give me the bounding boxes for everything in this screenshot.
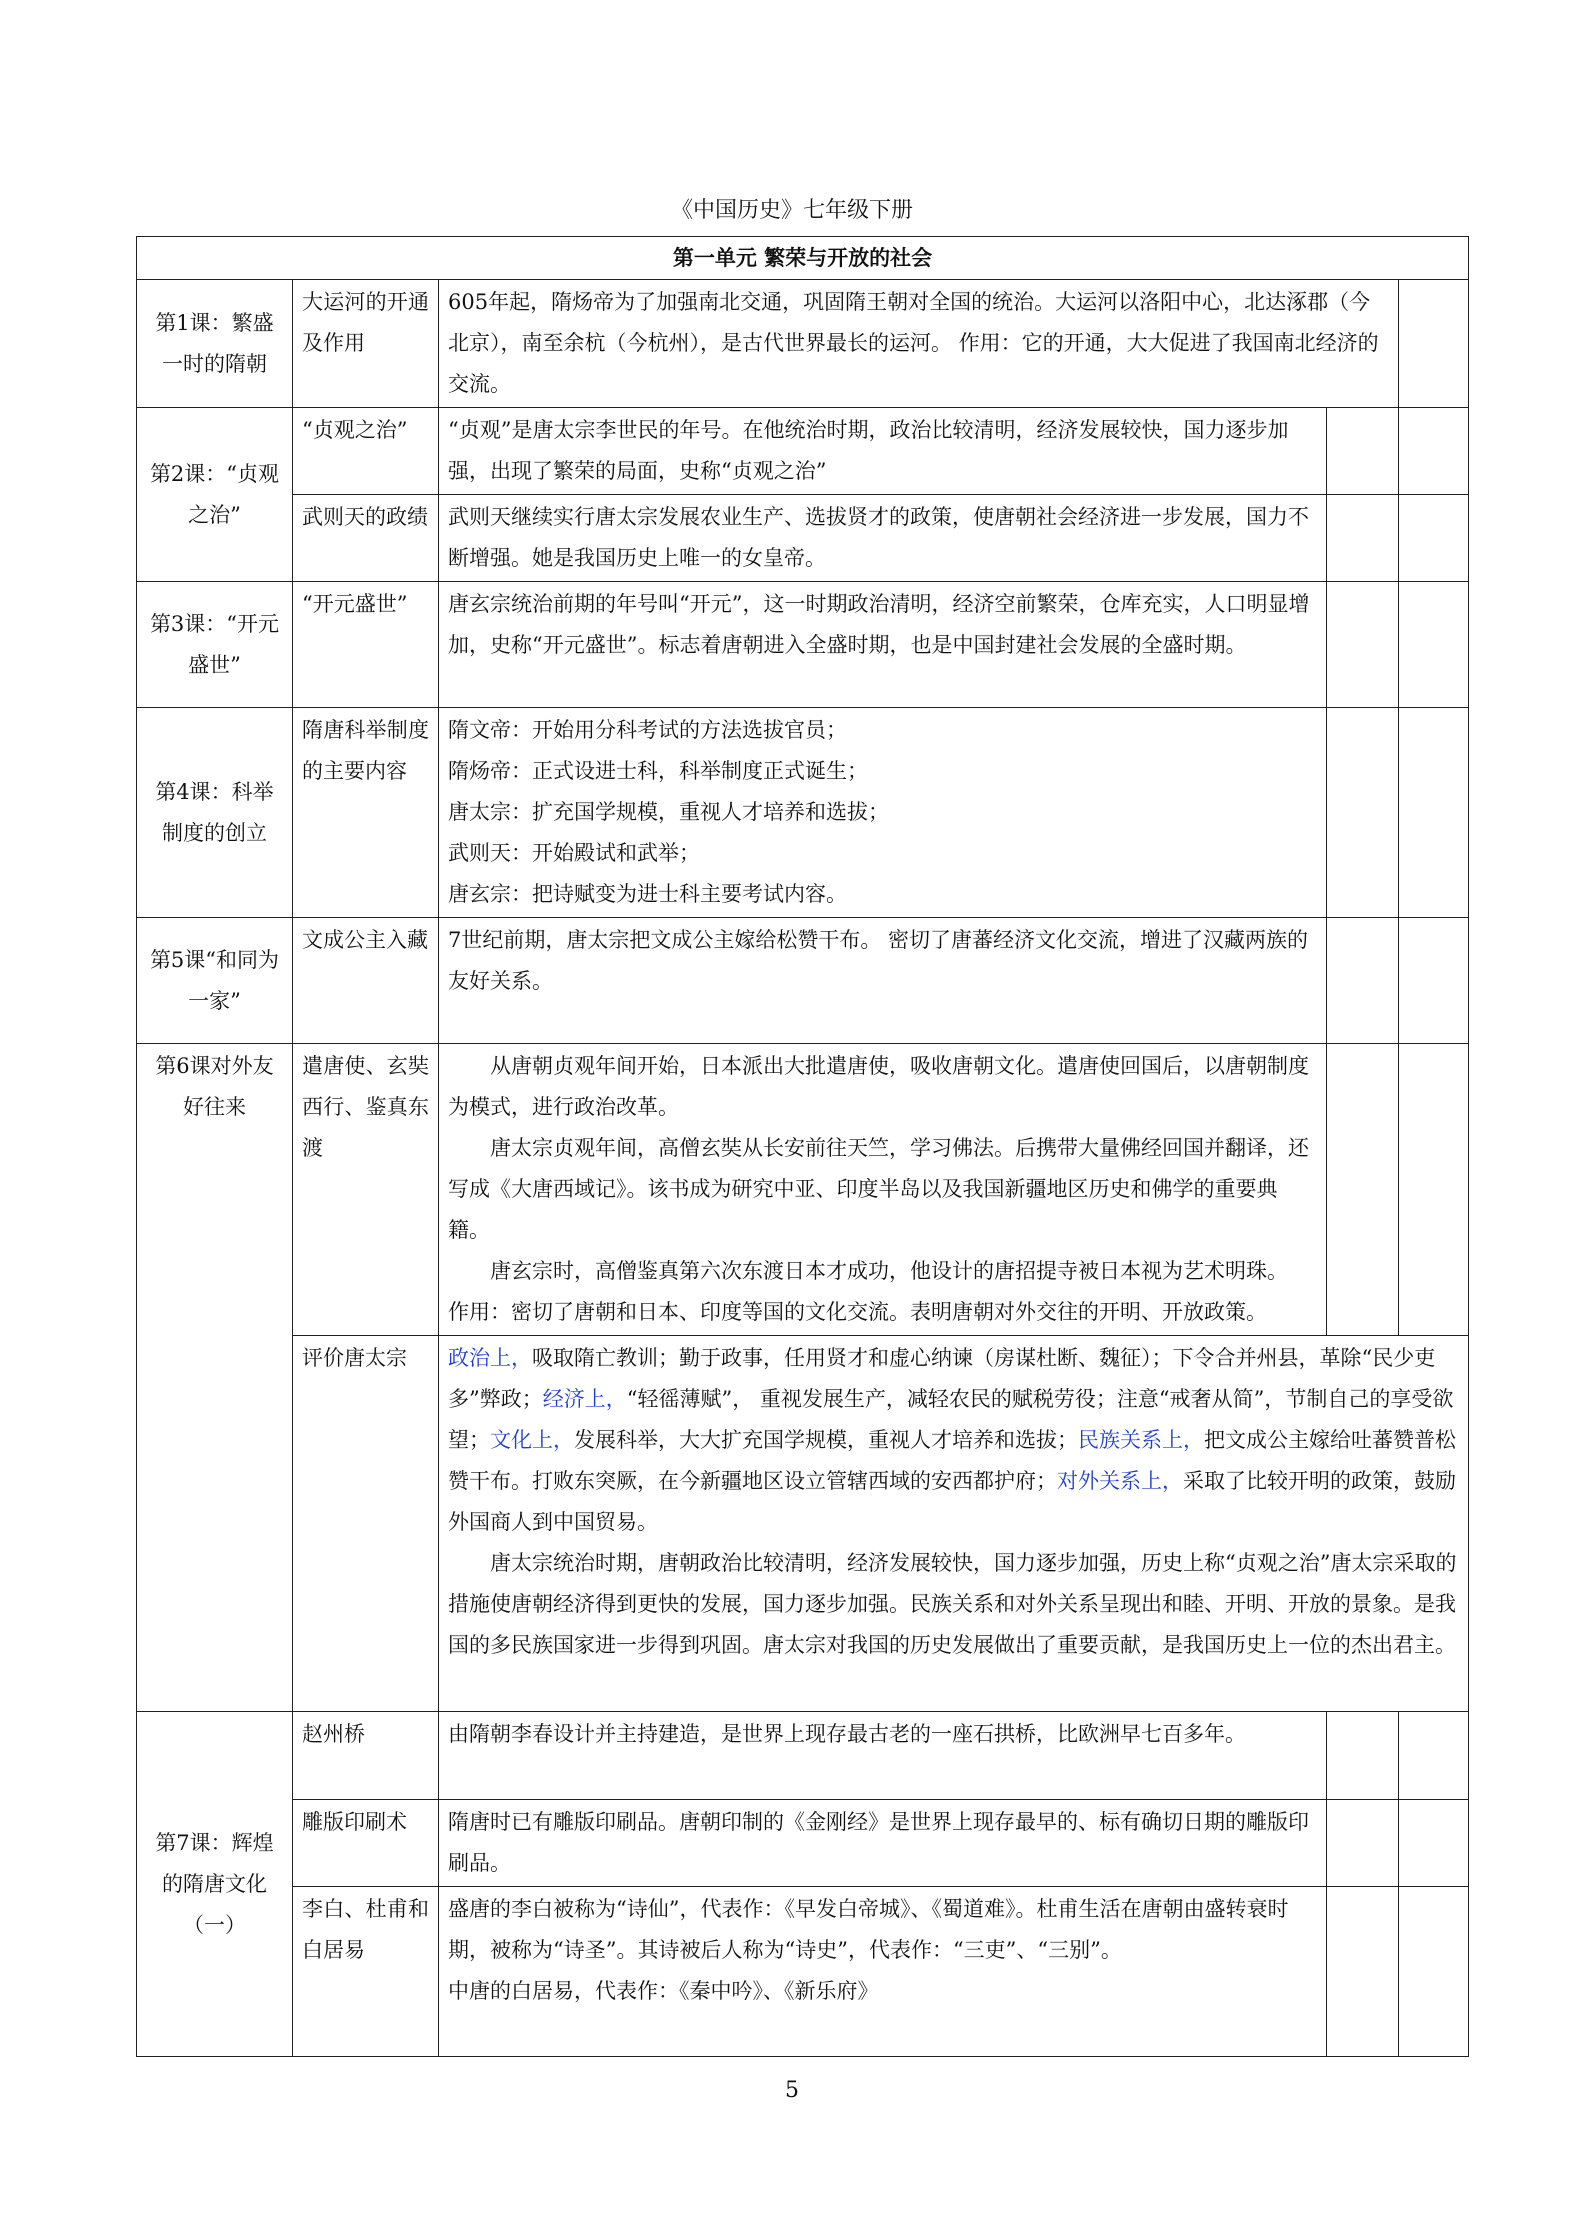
content-line: 隋炀帝：正式设进士科，科举制度正式诞生；	[448, 759, 868, 783]
category-text: 吸取隋亡教训；勤于政事，任用贤才和虚心纳谏（房谋杜断、魏征）；下令合并州县，革除“民少吏多”弊政；	[448, 1346, 1436, 1411]
unit-header-row	[137, 237, 1469, 280]
content-paragraph: 从唐朝贞观年间开始，日本派出大批遣唐使，吸收唐朝文化。遣唐使回国后，以唐朝制度为模式，进行政治改革。	[448, 1054, 1309, 1119]
topic-cell: “贞观之治”	[293, 408, 439, 495]
topic-cell: 赵州桥	[293, 1712, 439, 1800]
content-paragraph: 唐玄宗时，高僧鉴真第六次东渡日本才成功，他设计的唐招提寺被日本视为艺术明珠。	[490, 1259, 1288, 1283]
table-row	[137, 280, 1469, 408]
table-row	[137, 582, 1469, 708]
lesson-cell: 第1课：繁盛一时的隋朝	[137, 280, 293, 408]
topic-cell: 雕版印刷术	[293, 1800, 439, 1887]
blank-cell	[1399, 582, 1469, 708]
topic-cell: 遣唐使、玄奘西行、鉴真东渡	[293, 1044, 439, 1336]
content-line: 隋文帝：开始用分科考试的方法选拔官员；	[448, 718, 847, 742]
table-row	[137, 1336, 1469, 1712]
blank-cell	[1399, 918, 1469, 1044]
blank-cell	[1399, 1712, 1469, 1800]
lesson-cell: 第3课：“开元盛世”	[137, 582, 293, 708]
content-cell	[439, 1887, 1327, 2057]
category-label: 文化上，	[490, 1428, 574, 1452]
lesson-cell: 第7课：辉煌的隋唐文化（一）	[137, 1712, 293, 2057]
blank-cell	[1399, 1887, 1469, 2057]
content-cell: “贞观”是唐太宗李世民的年号。在他统治时期，政治比较清明，经济发展较快，国力逐步加强，出现了繁荣的局面，史称“贞观之治”	[439, 408, 1327, 495]
topic-cell: 隋唐科举制度的主要内容	[293, 708, 439, 918]
content-cell: 605年起，隋炀帝为了加强南北交通，巩固隋王朝对全国的统治。大运河以洛阳中心，北达涿郡（今北京），南至余杭（今杭州），是古代世界最长的运河。 作用：它的开通，大大促进了我国南北经济的交流。	[439, 280, 1399, 408]
category-label: 对外关系上，	[1057, 1469, 1183, 1493]
topic-cell: 文成公主入藏	[293, 918, 439, 1044]
blank-cell	[1399, 280, 1469, 408]
topic-cell: 李白、杜甫和白居易	[293, 1887, 439, 2057]
document-title: 《中国历史》七年级下册	[670, 198, 913, 223]
lesson-cell: 第4课：科举制度的创立	[137, 708, 293, 918]
content-cell	[439, 1336, 1469, 1712]
blank-cell	[1327, 1712, 1399, 1800]
lesson-cell: 第5课“和同为一家”	[137, 918, 293, 1044]
blank-cell	[1399, 1800, 1469, 1887]
table-row	[137, 918, 1469, 1044]
content-cell: 由隋朝李春设计并主持建造，是世界上现存最古老的一座石拱桥，比欧洲早七百多年。	[439, 1712, 1327, 1800]
content-paragraph: 中唐的白居易，代表作：《秦中吟》、《新乐府》	[448, 1979, 879, 2003]
content-cell: 武则天继续实行唐太宗发展农业生产、选拔贤才的政策，使唐朝社会经济进一步发展，国力不断增强。她是我国历史上唯一的女皇帝。	[439, 495, 1327, 582]
topic-cell: “开元盛世”	[293, 582, 439, 708]
topic-cell: 大运河的开通及作用	[293, 280, 439, 408]
blank-cell	[1399, 708, 1469, 918]
blank-cell	[1327, 708, 1399, 918]
blank-cell	[1327, 1887, 1399, 2057]
blank-cell	[1327, 1044, 1399, 1336]
category-text: 把文成公主嫁给吐蕃赞普松赞干布。打败东突厥，在今新疆地区设立管辖西域的安西都护府；	[448, 1428, 1456, 1493]
content-paragraph: 唐太宗贞观年间，高僧玄奘从长安前往天竺，学习佛法。后携带大量佛经回国并翻译，还写成《大唐西域记》。该书成为研究中亚、印度半岛以及我国新疆地区历史和佛学的重要典籍。	[448, 1136, 1309, 1242]
summary-table	[136, 236, 1469, 2057]
blank-cell	[1399, 408, 1469, 495]
content-cell: 隋唐时已有雕版印刷品。唐朝印制的《金刚经》是世界上现存最早的、标有确切日期的雕版印刷品。	[439, 1800, 1327, 1887]
category-text: 发展科举，大大扩充国学规模，重视人才培养和选拔；	[574, 1428, 1078, 1452]
content-line: 唐玄宗：把诗赋变为进士科主要考试内容。	[448, 882, 847, 906]
table-row	[137, 495, 1469, 582]
content-cell: 7世纪前期，唐太宗把文成公主嫁给松赞干布。 密切了唐蕃经济文化交流，增进了汉藏两族的友好关系。	[439, 918, 1327, 1044]
blank-cell	[1327, 918, 1399, 1044]
content-cell: 唐玄宗统治前期的年号叫“开元”，这一时期政治清明，经济空前繁荣，仓库充实，人口明显增加，史称“开元盛世”。标志着唐朝进入全盛时期，也是中国封建社会发展的全盛时期。	[439, 582, 1327, 708]
unit-title: 第一单元 繁荣与开放的社会	[137, 237, 1469, 280]
content-cell	[439, 708, 1327, 918]
content-paragraph: 盛唐的李白被称为“诗仙”，代表作：《早发白帝城》、《蜀道难》。杜甫生活在唐朝由盛转衰时期，被称为“诗圣”。其诗被后人称为“诗史”，代表作：“三吏”、“三别”。	[448, 1897, 1289, 1962]
lesson-cell: 第2课：“贞观之治”	[137, 408, 293, 582]
table-row	[137, 1887, 1469, 2057]
lesson-cell: 第6课对外友好往来	[137, 1044, 293, 1712]
content-line: 唐太宗：扩充国学规模，重视人才培养和选拔；	[448, 800, 889, 824]
table-row	[137, 1044, 1469, 1336]
category-label: 经济上，	[542, 1387, 627, 1411]
blank-cell	[1327, 495, 1399, 582]
blank-cell	[1327, 582, 1399, 708]
table-row	[137, 408, 1469, 495]
summary-paragraph: 唐太宗统治时期，唐朝政治比较清明，经济发展较快，国力逐步加强，历史上称“贞观之治”唐太宗采取的措施使唐朝经济得到更快的发展，国力逐步加强。民族关系和对外关系呈现出和睦、开明、开放的景象。是我国的多民族国家进一步得到巩固。唐太宗对我国的历史发展做出了重要贡献，是我国历史上一位的杰出君主。	[448, 1551, 1457, 1657]
category-label: 民族关系上，	[1078, 1428, 1204, 1452]
category-text: “轻徭薄赋”， 重视发展生产，减轻农民的赋税劳役；注意“戒奢从简”，节制自己的享受欲望；	[448, 1387, 1454, 1452]
topic-cell: 武则天的政绩	[293, 495, 439, 582]
category-label: 政治上，	[448, 1346, 532, 1370]
topic-cell: 评价唐太宗	[293, 1336, 439, 1712]
page-number: 5	[785, 2078, 799, 2103]
table-row	[137, 1800, 1469, 1887]
content-cell	[439, 1044, 1327, 1336]
table-row	[137, 708, 1469, 918]
blank-cell	[1399, 1044, 1469, 1336]
blank-cell	[1399, 495, 1469, 582]
table-row	[137, 1712, 1469, 1800]
evaluation-paragraph	[448, 1338, 1459, 1543]
category-text: 采取了比较开明的政策，鼓励外国商人到中国贸易。	[448, 1469, 1456, 1534]
content-paragraph: 作用：密切了唐朝和日本、印度等国的文化交流。表明唐朝对外交往的开明、开放政策。	[448, 1300, 1267, 1324]
content-line: 武则天：开始殿试和武举；	[448, 841, 700, 865]
blank-cell	[1327, 408, 1399, 495]
blank-cell	[1327, 1800, 1399, 1887]
